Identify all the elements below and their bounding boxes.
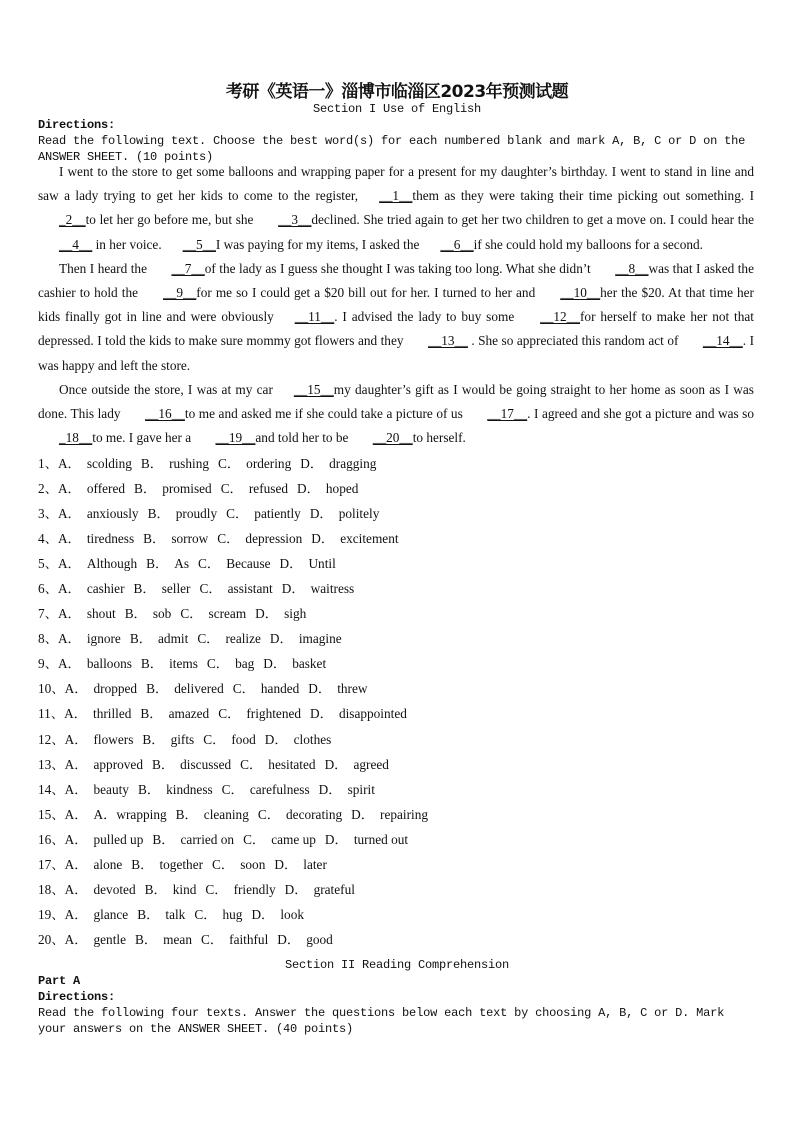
question-number: 18、 <box>38 881 65 897</box>
option-text: talk <box>165 906 186 922</box>
option-letter: D． <box>310 706 333 722</box>
option-text: turned out <box>353 831 409 847</box>
option-text: politely <box>338 506 380 522</box>
option-letter: D． <box>279 556 303 572</box>
blank-19: __19__ <box>215 430 256 446</box>
question-number: 1、 <box>38 456 58 471</box>
option-text: threw <box>337 681 368 697</box>
option-text: imagine <box>298 631 342 647</box>
option-letter: C． <box>240 756 263 772</box>
option-text: waitress <box>310 581 355 597</box>
option-letter: B． <box>146 681 169 697</box>
option-letter: A． <box>57 556 81 572</box>
option-text: grateful <box>313 881 355 897</box>
option-text: repairing <box>380 806 429 822</box>
option-letter: B． <box>140 706 163 722</box>
option-text: hesitated <box>268 756 316 772</box>
blank-11: __11__ <box>294 309 335 325</box>
option-text: delivered <box>174 681 224 697</box>
option-text: tiredness <box>86 531 135 547</box>
directions-label: Directions: <box>38 990 116 1004</box>
blank-17: __17__ <box>487 406 528 422</box>
option-text: shout <box>86 606 116 622</box>
blank-7: __7__ <box>171 260 205 276</box>
option-text: ordering <box>246 456 292 471</box>
option-text: anxiously <box>86 506 139 522</box>
blank-5: __5__ <box>182 236 216 252</box>
option-text: depression <box>245 531 303 547</box>
question-number: 7、 <box>38 606 58 622</box>
option-letter: B． <box>131 856 154 872</box>
option-text: frightened <box>246 706 302 722</box>
question-number: 13、 <box>38 756 65 772</box>
section2-directions <box>38 973 758 1037</box>
option-text: spirit <box>347 781 375 797</box>
question-row <box>38 927 758 952</box>
blank-20: __20__ <box>372 430 413 446</box>
directions-text-line1: Read the following text. Choose the best word(s) for each numbered blank and mark A, B, C or D on the <box>38 134 746 148</box>
option-letter: C． <box>217 531 240 547</box>
option-letter: D． <box>274 856 298 872</box>
option-letter: C． <box>257 806 281 822</box>
option-text: admit <box>158 631 189 647</box>
option-letter: D． <box>251 906 275 922</box>
option-text: items <box>169 656 198 672</box>
option-text: As <box>174 556 190 572</box>
option-letter: B． <box>133 581 156 597</box>
option-text: cashier <box>86 581 125 597</box>
option-letter: A． <box>57 456 81 471</box>
option-letter: B． <box>146 556 169 572</box>
option-letter: D． <box>263 656 287 672</box>
option-letter: B． <box>140 456 164 471</box>
blank-10: __10__ <box>560 285 601 301</box>
option-text: dragging <box>329 456 377 471</box>
question-number: 17、 <box>38 856 65 872</box>
option-text: beauty <box>93 781 129 797</box>
option-letter: B． <box>175 806 198 822</box>
option-text: amazed <box>168 706 210 722</box>
option-letter: C． <box>203 731 226 747</box>
option-text: came up <box>271 831 316 847</box>
option-text: sorrow <box>171 531 209 547</box>
passage-paragraph-2: Then I heard the __7__of the lady as I guess she thought I was taking too long. What she didn’t __8__was that I asked the cashier to hold the __9__for me so I could get a $20 bill out for her. I turned to her and __10__her the $20. At that time her kids finally got in line and were obviously __11__. I advised the lady to buy some __12__for herself to make her not that depressed. I told the kids to make sure mommy got flowers and they __13__ . She so appreciated this random act of __14__. I was happy and left the store. <box>38 257 754 378</box>
exam-title: 考研《英语一》淄博市临淄区2023年预测试题 <box>225 82 569 102</box>
blank-6: __6__ <box>440 236 474 252</box>
question-number: 3、 <box>38 506 58 522</box>
option-letter: D． <box>311 531 335 547</box>
cloze-passage <box>38 160 754 450</box>
option-text: A．wrapping <box>93 806 167 822</box>
question-row <box>38 852 758 877</box>
blank-8: __8__ <box>615 260 649 276</box>
option-letter: A． <box>57 581 81 597</box>
blank-9: __9__ <box>163 285 197 301</box>
option-letter: C． <box>198 556 221 572</box>
question-number: 11、 <box>38 706 65 722</box>
passage-paragraph-3: Once outside the store, I was at my car __15__my daughter’s gift as I would be going straight to her home as soon as I was done. This lady __16__to me and asked me if she could take a picture of us __17__. I agreed and she got a picture and was so _18__to me. I gave her a __19__and told her to be __20__to herself. <box>38 378 754 451</box>
option-text: approved <box>93 756 143 772</box>
question-row <box>38 727 758 752</box>
option-text: clothes <box>293 731 332 747</box>
option-letter: A． <box>64 831 88 847</box>
question-row <box>38 752 758 777</box>
question-row <box>38 827 758 852</box>
question-row <box>38 626 758 651</box>
option-letter: D． <box>324 756 348 772</box>
option-letter: B． <box>140 656 164 672</box>
blank-1: __1__ <box>379 188 413 204</box>
question-number: 15、 <box>38 806 65 822</box>
question-number: 19、 <box>38 906 65 922</box>
option-letter: C． <box>221 781 244 797</box>
option-text: ignore <box>86 631 121 647</box>
option-text: good <box>306 931 333 947</box>
option-letter: A． <box>57 631 81 647</box>
option-text: sob <box>152 606 172 622</box>
option-text: glance <box>93 906 129 922</box>
option-text: cleaning <box>203 806 249 822</box>
option-text: disappointed <box>338 706 407 722</box>
option-letter: D． <box>269 631 293 647</box>
option-text: look <box>280 906 304 922</box>
option-text: carried on <box>180 831 235 847</box>
option-letter: A． <box>64 806 88 822</box>
blank-2: _2__ <box>59 212 86 228</box>
option-text: bag <box>235 656 255 672</box>
option-text: thrilled <box>93 706 132 722</box>
option-text: mean <box>163 931 192 947</box>
option-letter: C． <box>218 706 241 722</box>
blank-12: __12__ <box>540 309 580 325</box>
question-number: 4、 <box>38 531 58 547</box>
question-row <box>38 902 758 927</box>
part-label: Part A <box>38 974 81 988</box>
option-text: pulled up <box>93 831 144 847</box>
option-letter: D． <box>264 731 288 747</box>
section1-heading: Section I Use of English <box>312 102 482 116</box>
option-letter: B． <box>143 531 166 547</box>
option-text: dropped <box>93 681 138 697</box>
option-letter: D． <box>324 831 348 847</box>
option-letter: A． <box>57 606 81 622</box>
option-text: soon <box>240 856 266 872</box>
option-letter: C． <box>194 906 217 922</box>
option-letter: C． <box>232 681 255 697</box>
option-letter: C． <box>243 831 266 847</box>
option-letter: A． <box>57 656 81 672</box>
option-letter: D． <box>277 931 301 947</box>
option-letter: B． <box>142 731 165 747</box>
option-letter: A． <box>64 731 88 747</box>
option-text: patiently <box>254 506 301 522</box>
option-letter: B． <box>134 481 157 497</box>
option-letter: D． <box>297 481 320 497</box>
option-text: refused <box>248 481 288 497</box>
option-letter: C． <box>205 881 228 897</box>
option-text: hoped <box>325 481 359 497</box>
option-text: devoted <box>93 881 136 897</box>
option-text: together <box>159 856 204 872</box>
option-text: agreed <box>353 756 389 772</box>
directions-text-line1: Read the following four texts. Answer the questions below each text by choosing A, B, C or D. Mark <box>38 1006 725 1020</box>
question-number: 20、 <box>38 931 65 947</box>
option-text: Because <box>226 556 271 572</box>
option-letter: D． <box>300 456 324 471</box>
question-number: 8、 <box>38 631 58 647</box>
option-letter: C． <box>180 606 203 622</box>
question-row <box>38 451 758 476</box>
question-options-list <box>38 451 758 952</box>
option-letter: C． <box>200 931 224 947</box>
option-letter: B． <box>151 756 175 772</box>
option-text: gifts <box>170 731 195 747</box>
blank-4: __4__ <box>59 236 93 252</box>
option-letter: C． <box>218 456 241 471</box>
option-text: Until <box>308 556 336 572</box>
option-letter: C． <box>197 631 220 647</box>
question-row <box>38 576 758 601</box>
question-number: 6、 <box>38 581 58 597</box>
blank-3: __3__ <box>278 212 312 228</box>
option-letter: D． <box>308 681 332 697</box>
option-text: proudly <box>175 506 218 522</box>
option-text: seller <box>161 581 191 597</box>
option-text: gentle <box>93 931 126 947</box>
question-row <box>38 676 758 701</box>
option-text: later <box>303 856 327 872</box>
option-text: food <box>231 731 256 747</box>
option-text: carefulness <box>249 781 310 797</box>
option-text: kindness <box>166 781 213 797</box>
option-text: scream <box>208 606 247 622</box>
section1-directions <box>38 117 758 165</box>
option-letter: C． <box>212 856 235 872</box>
directions-label: Directions: <box>38 118 116 132</box>
option-letter: A． <box>57 506 81 522</box>
question-row <box>38 601 758 626</box>
blank-16: __16__ <box>145 406 185 422</box>
question-row <box>38 551 758 576</box>
option-letter: A． <box>64 781 88 797</box>
option-letter: D． <box>309 506 333 522</box>
option-text: excitement <box>340 531 399 547</box>
option-letter: D． <box>284 881 308 897</box>
question-number: 5、 <box>38 556 58 572</box>
option-text: handed <box>260 681 300 697</box>
question-number: 14、 <box>38 781 65 797</box>
option-letter: B． <box>129 631 153 647</box>
directions-text-line2: ANSWER SHEET. (10 points) <box>38 150 214 164</box>
option-text: alone <box>93 856 123 872</box>
option-letter: B． <box>152 831 175 847</box>
question-row <box>38 777 758 802</box>
option-letter: C． <box>206 656 230 672</box>
option-letter: D． <box>281 581 305 597</box>
blank-18: _18__ <box>59 430 93 446</box>
option-letter: A． <box>64 906 88 922</box>
question-row <box>38 501 758 526</box>
option-text: kind <box>172 881 197 897</box>
option-text: sigh <box>284 606 307 622</box>
option-text: flowers <box>93 731 134 747</box>
blank-14: __14__ <box>702 333 743 349</box>
option-letter: B． <box>144 881 167 897</box>
question-number: 16、 <box>38 831 65 847</box>
option-letter: A． <box>64 706 88 722</box>
question-number: 9、 <box>38 656 58 672</box>
directions-text-line2: your answers on the ANSWER SHEET. (40 points) <box>38 1022 354 1036</box>
question-number: 10、 <box>38 681 65 697</box>
option-letter: A． <box>64 681 88 697</box>
option-letter: B． <box>135 931 158 947</box>
option-text: balloons <box>86 656 132 672</box>
option-text: decorating <box>286 806 343 822</box>
option-letter: A． <box>64 756 88 772</box>
question-row <box>38 802 758 827</box>
option-letter: A． <box>57 481 81 497</box>
option-letter: B． <box>124 606 147 622</box>
passage-paragraph-1: I went to the store to get some balloons and wrapping paper for a present for my daughter’s birthday. I went to stand in line and saw a lady trying to get her kids to come to the register, __1__them as they were taking their time picking out something. I _2__to let her go before me, but she __3__declined. She tried again to get her two children to get a move on. I could hear the __4__ in her voice. __5__I was paying for my items, I asked the __6__if she could hold my balloons for a second. <box>38 160 754 257</box>
option-letter: A． <box>64 856 88 872</box>
option-letter: A． <box>57 531 81 547</box>
option-text: friendly <box>233 881 276 897</box>
option-text: scolding <box>86 456 132 471</box>
option-text: hug <box>222 906 243 922</box>
option-letter: B． <box>147 506 170 522</box>
option-letter: C． <box>220 481 243 497</box>
option-text: promised <box>162 481 212 497</box>
option-text: discussed <box>180 756 232 772</box>
question-row <box>38 526 758 551</box>
question-number: 2、 <box>38 481 58 497</box>
option-text: basket <box>292 656 327 672</box>
option-letter: A． <box>64 881 88 897</box>
question-row <box>38 651 758 676</box>
question-row <box>38 877 758 902</box>
option-letter: D． <box>318 781 342 797</box>
option-text: rushing <box>169 456 209 471</box>
section2-heading: Section II Reading Comprehension <box>284 958 510 972</box>
option-letter: B． <box>137 781 161 797</box>
option-text: offered <box>86 481 126 497</box>
option-letter: B． <box>137 906 160 922</box>
option-letter: D． <box>255 606 279 622</box>
option-text: Although <box>86 556 138 572</box>
option-letter: D． <box>351 806 375 822</box>
question-number: 12、 <box>38 731 65 747</box>
option-text: assistant <box>227 581 273 597</box>
question-row <box>38 701 758 726</box>
option-letter: C． <box>199 581 222 597</box>
option-letter: A． <box>64 931 88 947</box>
option-letter: C． <box>226 506 249 522</box>
option-text: realize <box>225 631 261 647</box>
blank-13: __13__ <box>427 333 468 349</box>
question-row <box>38 476 758 501</box>
option-text: faithful <box>229 931 269 947</box>
blank-15: __15__ <box>293 381 334 397</box>
